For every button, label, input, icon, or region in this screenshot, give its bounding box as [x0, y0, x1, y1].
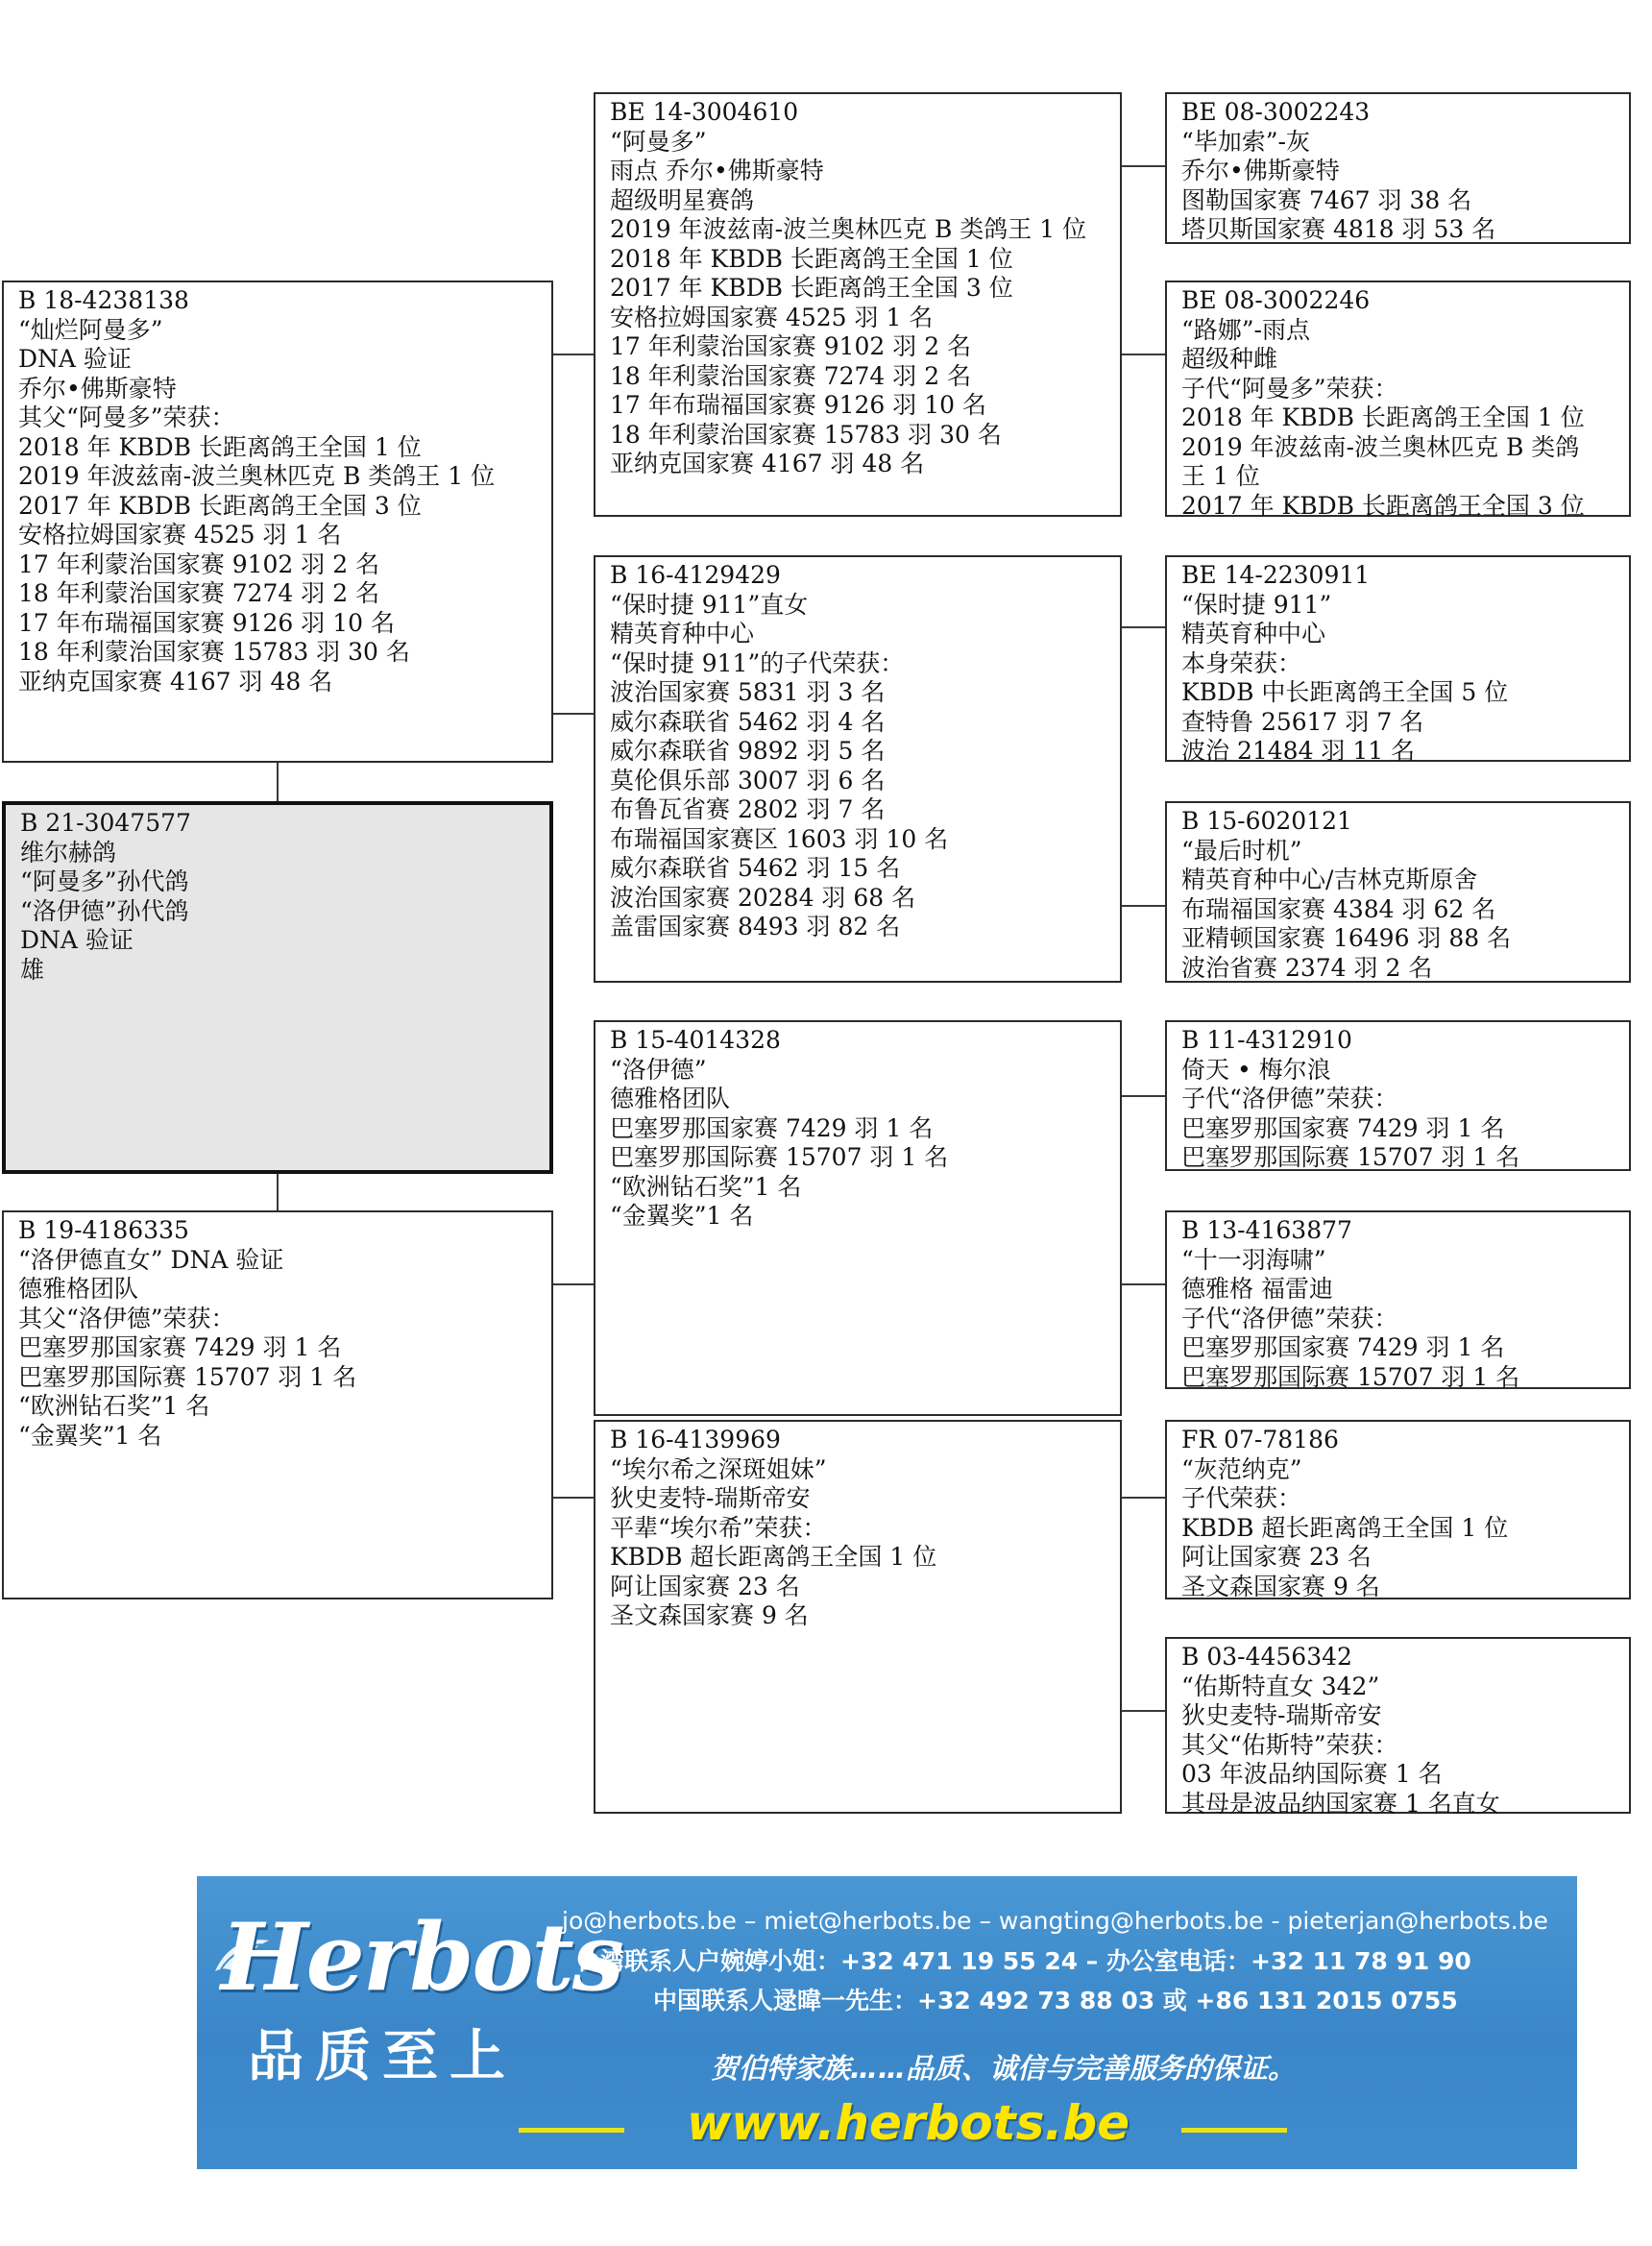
pedigree-line: 2018 年 KBDB 长距离鸽王全国 1 位 [610, 244, 1013, 273]
pedigree-line: 巴塞罗那国际赛 15707 羽 1 名 [18, 1362, 357, 1391]
pedigree-line: “毕加索”-灰 [1181, 127, 1311, 156]
connector-dam-sire [553, 1283, 594, 1285]
taiwan-contact: 台湾联系人户婉婷小姐：+32 471 19 55 24 – 办公室电话：+32 11 78 91 90 [576, 1947, 1471, 1975]
dam-card [2, 1210, 553, 1599]
pedigree-line: “灿烂阿曼多” [18, 315, 163, 344]
sire-dam-dam-card [1165, 801, 1631, 983]
pedigree-line: 倚天 • 梅尔浪 [1181, 1055, 1331, 1084]
pedigree-line: 巴塞罗那国家赛 7429 羽 1 名 [1181, 1113, 1505, 1142]
pedigree-line: “埃尔希之深斑姐妹” [610, 1454, 827, 1483]
pedigree-line: 2018 年 KBDB 长距离鸽王全国 1 位 [1181, 403, 1585, 431]
pedigree-line: 王 1 位 [1181, 462, 1260, 490]
sire-dam-card [594, 555, 1122, 983]
ring-number: BE 14-2230911 [1181, 561, 1371, 589]
dam-sire-dam-card [1165, 1210, 1631, 1389]
ring-number: B 21-3047577 [20, 809, 191, 837]
connector-dd-dam [1122, 1710, 1165, 1712]
pedigree-line: 巴塞罗那国际赛 15707 羽 1 名 [610, 1143, 949, 1171]
pedigree-line: 子代“洛伊德”荣获： [1181, 1304, 1398, 1332]
pedigree-line: 03 年波品纳国际赛 1 名 [1181, 1760, 1443, 1788]
motto: 贺伯特家族……品质、诚信与完善服务的保证。 [711, 2052, 1297, 2085]
pedigree-line: “欧洲钻石奖”1 名 [610, 1172, 802, 1201]
pedigree-line: 德雅格团队 [18, 1275, 139, 1303]
pedigree-line: DNA 验证 [18, 345, 132, 373]
connector-subject-dam [277, 1174, 279, 1210]
pedigree-line: 巴塞罗那国际赛 15707 羽 1 名 [1181, 1362, 1520, 1391]
pedigree-line: 平辈“埃尔希”荣获： [610, 1513, 827, 1542]
ring-number: B 13-4163877 [1181, 1216, 1352, 1244]
connector-sd-sire [1122, 626, 1165, 628]
pedigree-line: 巴塞罗那国家赛 7429 羽 1 名 [610, 1113, 934, 1142]
sire-dam-sire-card [1165, 555, 1631, 765]
pedigree-line: 乔尔•佛斯豪特 [1181, 157, 1340, 184]
pedigree-line: 巴塞罗那国际赛 15707 羽 1 名 [1181, 1143, 1520, 1171]
pedigree-line: 17 年利蒙治国家赛 9102 羽 2 名 [610, 332, 972, 360]
sire-sire-sire-card [1165, 92, 1631, 244]
pedigree-line: 查特鲁 25617 羽 7 名 [1181, 707, 1424, 736]
pedigree-line: “保时捷 911”直女 [610, 590, 809, 619]
pedigree-line: 18 年利蒙治国家赛 7274 羽 2 名 [610, 361, 972, 390]
pedigree-line: 波治国家赛 20284 羽 68 名 [610, 883, 916, 912]
pedigree-line: 其父“阿曼多”荣获： [18, 403, 235, 431]
pedigree-line: “佑斯特直女 342” [1181, 1672, 1380, 1700]
pedigree-line: 2018 年 KBDB 长距离鸽王全国 1 位 [18, 432, 422, 461]
pedigree-line: “洛伊德”孙代鸽 [20, 896, 189, 925]
pedigree-line: 德雅格团队 [610, 1085, 731, 1112]
pedigree-line: 波治国家赛 5831 羽 3 名 [610, 678, 886, 706]
dam-dam-sire-card [1165, 1420, 1631, 1599]
pedigree-line: 莫伦俱乐部 3007 羽 6 名 [610, 766, 886, 794]
pedigree-line: 17 年利蒙治国家赛 9102 羽 2 名 [18, 549, 380, 578]
pedigree-line: 其父“洛伊德”荣获： [18, 1304, 235, 1332]
pedigree-line: “灰范纳克” [1181, 1454, 1302, 1483]
website-link[interactable]: www.herbots.be [687, 2095, 1130, 2151]
pedigree-line: 亚纳克国家赛 4167 羽 48 名 [610, 450, 925, 477]
pedigree-line: 维尔赫鸽 [20, 838, 117, 867]
pedigree-line: “欧洲钻石奖”1 名 [18, 1392, 210, 1420]
ring-number: B 15-6020121 [1181, 807, 1352, 835]
pedigree-line: 威尔森联省 9892 羽 5 名 [610, 737, 886, 765]
connector-ds-dam [1122, 1283, 1165, 1285]
pedigree-line: 18 年利蒙治国家赛 7274 羽 2 名 [18, 579, 380, 607]
connector-ds-sire [1122, 1095, 1165, 1097]
pedigree-line: 安格拉姆国家赛 4525 羽 1 名 [18, 521, 342, 549]
pedigree-line: 精英育种中心 [1181, 620, 1326, 647]
ring-number: BE 08-3002246 [1181, 286, 1371, 314]
pedigree-line: 乔尔•佛斯豪特 [18, 374, 177, 403]
pedigree-line: 盖雷国家赛 8493 羽 82 名 [610, 913, 901, 940]
pedigree-line: “路娜”-雨点 [1181, 315, 1311, 344]
pedigree-line: 2019 年波兹南-波兰奥林匹克 B 类鸽王 1 位 [18, 462, 496, 490]
pedigree-line: 18 年利蒙治国家赛 15783 羽 30 名 [610, 420, 1002, 449]
china-contact: 中国联系人逯暐一先生：+32 492 73 88 03 或 +86 131 2015 0755 [653, 1987, 1458, 2014]
herbots-logo: Herbots [221, 1903, 622, 2012]
pedigree-line: 巴塞罗那国家赛 7429 羽 1 名 [18, 1333, 342, 1361]
pedigree-line: 超级明星赛鸽 [610, 185, 755, 214]
pedigree-line: 威尔森联省 5462 羽 15 名 [610, 854, 901, 882]
pedigree-line: 亚精顿国家赛 16496 羽 88 名 [1181, 924, 1512, 952]
connector-dam-dam [553, 1497, 594, 1499]
pedigree-line: KBDB 中长距离鸽王全国 5 位 [1181, 678, 1509, 706]
pedigree-line: 17 年布瑞福国家赛 9126 羽 10 名 [610, 391, 986, 419]
pedigree-line: 布鲁瓦省赛 2802 羽 7 名 [610, 795, 886, 823]
pedigree-line: “洛伊德直女” DNA 验证 [18, 1245, 284, 1274]
ring-number: B 03-4456342 [1181, 1643, 1352, 1671]
connector-dd-sire [1122, 1497, 1165, 1499]
pedigree-line: 2017 年 KBDB 长距离鸽王全国 3 位 [18, 491, 422, 520]
connector-sd-dam [1122, 905, 1165, 907]
dam-dam-card [594, 1420, 1122, 1814]
pedigree-line: “保时捷 911” [1181, 590, 1332, 619]
ring-number: B 16-4139969 [610, 1426, 781, 1453]
pedigree-line: 德雅格 福雷迪 [1181, 1275, 1333, 1303]
slogan: 品质至上 [248, 2023, 518, 2088]
pedigree-line: KBDB 超长距离鸽王全国 1 位 [1181, 1513, 1509, 1542]
pedigree-line: 精英育种中心/吉林克斯原舍 [1181, 866, 1478, 893]
connector-ss-dam [1122, 354, 1165, 355]
left-decorative-dash [519, 2128, 624, 2133]
pedigree-line: KBDB 超长距离鸽王全国 1 位 [610, 1543, 937, 1571]
ring-number: B 16-4129429 [610, 561, 781, 589]
pedigree-line: 布瑞福国家赛 4384 羽 62 名 [1181, 894, 1496, 923]
ring-number: B 19-4186335 [18, 1216, 189, 1244]
pedigree-line: 波治 21484 羽 11 名 [1181, 737, 1416, 765]
subject-pigeon-card [2, 801, 553, 1174]
pedigree-line: “金翼奖”1 名 [18, 1421, 162, 1450]
pedigree-line: 狄史麦特-瑞斯帝安 [610, 1484, 811, 1512]
pedigree-line: 圣文森国家赛 9 名 [1181, 1572, 1380, 1600]
pedigree-line: 精英育种中心 [610, 620, 755, 647]
connector-sire-dam [553, 713, 594, 715]
email-contacts: jo@herbots.be – miet@herbots.be – wangting@herbots.be - pieterjan@herbots.be [562, 1907, 1548, 1935]
pedigree-line: 阿让国家赛 23 名 [1181, 1543, 1372, 1571]
pedigree-line: “金翼奖”1 名 [610, 1202, 754, 1230]
pedigree-line: 2017 年 KBDB 长距离鸽王全国 3 位 [610, 274, 1013, 302]
ring-number: B 11-4312910 [1181, 1026, 1352, 1054]
pedigree-line: “十一羽海啸” [1181, 1245, 1326, 1274]
pedigree-line: 雄 [20, 955, 45, 984]
sire-sire-dam-card [1165, 281, 1631, 520]
connector-sire-sire [553, 354, 594, 355]
pedigree-line: 阿让国家赛 23 名 [610, 1572, 800, 1600]
pedigree-line: 超级种雌 [1181, 345, 1278, 373]
ring-number: BE 14-3004610 [610, 98, 799, 126]
pedigree-line: 布瑞福国家赛区 1603 羽 10 名 [610, 824, 949, 853]
pedigree-line: 2019 年波兹南-波兰奥林匹克 B 类鸽 [1181, 432, 1580, 461]
sire-card [2, 281, 553, 763]
pedigree-line: 巴塞罗那国家赛 7429 羽 1 名 [1181, 1333, 1505, 1361]
ring-number: B 15-4014328 [610, 1026, 781, 1054]
dam-dam-dam-card [1165, 1637, 1631, 1818]
pedigree-line: 17 年布瑞福国家赛 9126 羽 10 名 [18, 608, 395, 637]
pedigree-line: 塔贝斯国家赛 4818 羽 53 名 [1181, 215, 1496, 243]
ring-number: BE 08-3002243 [1181, 98, 1371, 126]
pedigree-line: 图勒国家赛 7467 羽 38 名 [1181, 185, 1472, 214]
pedigree-line: 安格拉姆国家赛 4525 羽 1 名 [610, 303, 934, 331]
pedigree-line: “阿曼多”孙代鸽 [20, 867, 189, 895]
pedigree-line: 2019 年波兹南-波兰奥林匹克 B 类鸽王 1 位 [610, 215, 1087, 243]
connector-sire-subject [277, 763, 279, 801]
ring-number: FR 07-78186 [1181, 1426, 1339, 1453]
dam-sire-card [594, 1020, 1122, 1416]
pedigree-line: 圣文森国家赛 9 名 [610, 1601, 809, 1629]
pedigree-line: 子代“洛伊德”荣获： [1181, 1085, 1398, 1112]
dam-sire-sire-card [1165, 1020, 1631, 1171]
pedigree-line: 雨点 乔尔•佛斯豪特 [610, 157, 824, 184]
pedigree-line: 亚纳克国家赛 4167 羽 48 名 [18, 667, 333, 696]
pedigree-line: 本身荣获： [1181, 648, 1302, 677]
pedigree-line: “保时捷 911”的子代荣获： [610, 648, 905, 677]
pedigree-line: 18 年利蒙治国家赛 15783 羽 30 名 [18, 638, 410, 666]
ring-number: B 18-4238138 [18, 286, 189, 314]
pedigree-line: 2017 年 KBDB 长距离鸽王全国 3 位 [1181, 491, 1585, 520]
pedigree-line: 其父“佑斯特”荣获： [1181, 1730, 1398, 1759]
pedigree-line: 波治省赛 2374 羽 2 名 [1181, 953, 1433, 982]
pedigree-line: “最后时机” [1181, 836, 1302, 865]
pedigree-line: 子代荣获： [1181, 1484, 1302, 1512]
pedigree-line: “阿曼多” [610, 127, 707, 156]
pedigree-line: 狄史麦特-瑞斯帝安 [1181, 1701, 1382, 1729]
right-decorative-dash [1181, 2128, 1287, 2133]
connector-ss-sire [1122, 165, 1165, 167]
pedigree-line: DNA 验证 [20, 926, 134, 954]
pedigree-line: 其母是波品纳国家赛 1 名直女 [1181, 1789, 1500, 1818]
pedigree-line: 威尔森联省 5462 羽 4 名 [610, 707, 886, 736]
pedigree-line: “洛伊德” [610, 1055, 707, 1084]
pedigree-line: 子代“阿曼多”荣获： [1181, 374, 1398, 403]
sire-sire-card [594, 92, 1122, 517]
